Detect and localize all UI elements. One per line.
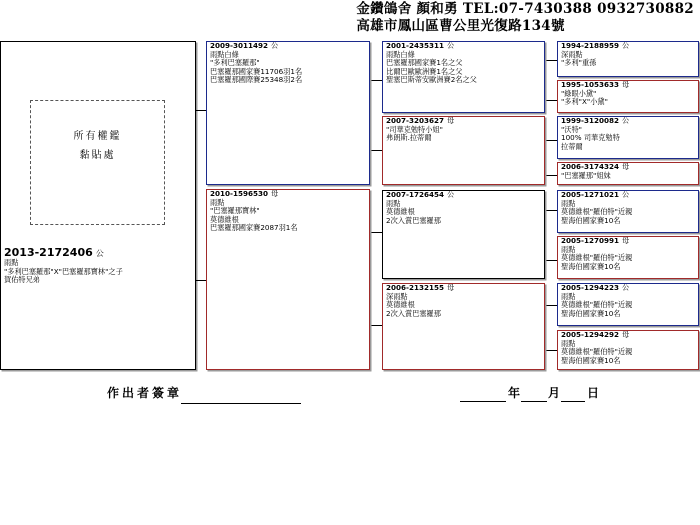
connector-line [370, 150, 382, 151]
detail-line: 莫德維根 [386, 207, 415, 217]
ring-number: 2005-1294223 [561, 283, 619, 292]
ring-number: 1995-1053633 [561, 80, 619, 89]
subject-sex: 公 [95, 249, 104, 258]
detail-line: 聖海伯國家賽10名 [561, 355, 621, 365]
year-blank [460, 401, 506, 402]
detail-line: 2次入賞巴塞羅那 [386, 215, 441, 225]
connector-line [545, 175, 557, 176]
dam-ring [207, 190, 369, 199]
connector-line [545, 60, 557, 61]
ddd-ring [558, 331, 698, 340]
detail-line: "司華克勉特小姐" [386, 124, 443, 134]
sex-mark: 母 [622, 80, 630, 89]
ring-number: 2005-1270991 [561, 236, 619, 245]
detail-line: "多利"X"小黛" [561, 97, 608, 107]
connector-line [545, 260, 557, 261]
subject-detail-line: 賀佑特兄弟 [4, 275, 40, 285]
dsd-ring [558, 237, 698, 246]
sex-mark: 公 [622, 283, 630, 292]
subject-ring-number: 2013-2172406 [4, 246, 93, 259]
detail-line: 100% 司華克勉特 [561, 133, 620, 143]
dss-box [557, 190, 699, 233]
connector-line [196, 280, 206, 281]
dsd-box [557, 236, 699, 279]
detail-line: 聖塞巴斯蒂安歐洲賽2名之父 [386, 75, 477, 85]
ring-number: 1994-2188959 [561, 41, 619, 50]
detail-line: 深雨點 [561, 49, 583, 59]
detail-line: 比爾巴歐歐洲賽1名之父 [386, 66, 463, 76]
breeder-contact: 金鑽鴿舍 顏和勇 TEL:07-7430388 0932730882 [356, 1, 694, 17]
dds-ring [558, 284, 698, 293]
detail-line: 莫德維根"羅伯特"近親 [561, 347, 633, 357]
ring-number: 2006-2132155 [386, 283, 444, 292]
detail-line: 莫德維根"羅伯特"近親 [561, 300, 633, 310]
subject-details [1, 259, 123, 285]
sex-mark: 公 [622, 41, 630, 50]
ssd-box [557, 80, 699, 113]
breeder-address: 高雄市鳳山區曹公里光復路134號 [356, 18, 565, 34]
breeder-header [356, 1, 694, 35]
ring-number: 2009-3011492 [210, 41, 268, 50]
sex-mark: 公 [447, 41, 455, 50]
detail-line: 巴塞羅那國際賽25348羽2名 [210, 75, 303, 85]
year-label: 年 [508, 386, 521, 400]
sex-mark: 母 [447, 283, 455, 292]
month-blank [521, 401, 547, 402]
dds-box [557, 283, 699, 326]
connector-line [370, 232, 382, 233]
detail-line: 聖海伯國家賽10名 [561, 261, 621, 271]
day-label: 日 [587, 386, 600, 400]
ds-ring [383, 191, 544, 200]
connector-line [370, 325, 382, 326]
detail-line: 雨點 [561, 198, 576, 208]
sex-mark: 母 [447, 116, 455, 125]
detail-line: 拉蒂爾 [561, 141, 583, 151]
detail-line: 莫德維根"羅伯特"近親 [561, 207, 633, 217]
sire-box [206, 41, 370, 185]
detail-line: 聖海伯國家賽10名 [561, 308, 621, 318]
detail-line: 深雨點 [386, 291, 408, 301]
connector-line [545, 350, 557, 351]
sex-mark: 母 [622, 236, 630, 245]
connector-line [545, 305, 557, 306]
detail-line: 雨點 [210, 197, 225, 207]
detail-line: "綠眼小黛" [561, 88, 597, 98]
subject-ring [4, 246, 104, 259]
ring-number: 2005-1271021 [561, 190, 619, 199]
detail-line: 聖海伯國家賽10名 [561, 215, 621, 225]
sex-mark: 公 [622, 116, 630, 125]
dam-sire-box [382, 190, 545, 279]
detail-line: 雨點 [561, 291, 576, 301]
detail-line: "巴塞羅那寶林" [210, 206, 260, 216]
placeholder-title: 所有權鑑 [73, 131, 122, 142]
detail-line: 雨點白條 [386, 49, 415, 59]
day-blank [561, 401, 585, 402]
sss-box [557, 41, 699, 77]
ddd-box [557, 330, 699, 370]
sdd-box [557, 162, 699, 185]
ring-number: 2006-3174324 [561, 162, 619, 171]
detail-line: 弗朗斯.拉蒂爾 [386, 133, 432, 143]
detail-line: 2次入賞巴塞羅那 [386, 308, 441, 318]
dam-box [206, 189, 370, 370]
ring-number: 2010-1596530 [210, 189, 268, 198]
dam-dam-box [382, 283, 545, 370]
subject-detail-line: "多利巴塞羅那"X"巴塞羅那寶林"之子 [4, 266, 123, 276]
sex-mark: 公 [447, 190, 455, 199]
detail-line: 雨點 [386, 198, 401, 208]
sex-mark: 母 [271, 189, 279, 198]
signature-line [181, 403, 301, 404]
ring-number: 1999-3120082 [561, 116, 619, 125]
dss-ring [558, 191, 698, 200]
connector-line [545, 100, 557, 101]
signature-label: 作出者簽章 [107, 386, 183, 400]
connector-line [196, 110, 206, 111]
sire-dam-box [382, 116, 545, 185]
ring-number: 2001-2435311 [386, 41, 444, 50]
subject-box [0, 41, 196, 370]
sex-mark: 母 [622, 330, 630, 339]
detail-line: 雨點 [561, 338, 576, 348]
sire-sire-box [382, 41, 545, 113]
sex-mark: 公 [271, 41, 279, 50]
detail-line: 巴塞羅那國家賽2087羽1名 [210, 223, 298, 233]
detail-line: "多利巴塞羅那" [210, 58, 260, 68]
ring-number: 2007-3203627 [386, 116, 444, 125]
placeholder-subtitle: 黏貼處 [79, 150, 116, 161]
detail-line: 雨點白條 [210, 49, 239, 59]
detail-line: "巴塞羅那"姐妹 [561, 170, 611, 180]
detail-line: 巴塞羅那國家賽11706羽1名 [210, 66, 303, 76]
connector-line [370, 80, 382, 81]
ownership-certificate-placeholder [30, 100, 165, 225]
detail-line: "沃特" [561, 124, 582, 134]
connector-line [545, 210, 557, 211]
detail-line: 雨點 [561, 244, 576, 254]
detail-line: 莫德維根"羅伯特"近親 [561, 253, 633, 263]
detail-line: "多利"重孫 [561, 58, 597, 68]
sds-box [557, 116, 699, 159]
detail-line: 巴塞羅那國家賽1名之父 [386, 58, 463, 68]
sex-mark: 公 [622, 190, 630, 199]
detail-line: 莫德維根 [210, 214, 239, 224]
ring-number: 2005-1294292 [561, 330, 619, 339]
subject-detail-line: 雨點 [4, 258, 19, 267]
connector-line [545, 140, 557, 141]
detail-line: 莫德維根 [386, 300, 415, 310]
ring-number: 2007-1726454 [386, 190, 444, 199]
month-label: 月 [548, 386, 561, 400]
sex-mark: 母 [622, 162, 630, 171]
